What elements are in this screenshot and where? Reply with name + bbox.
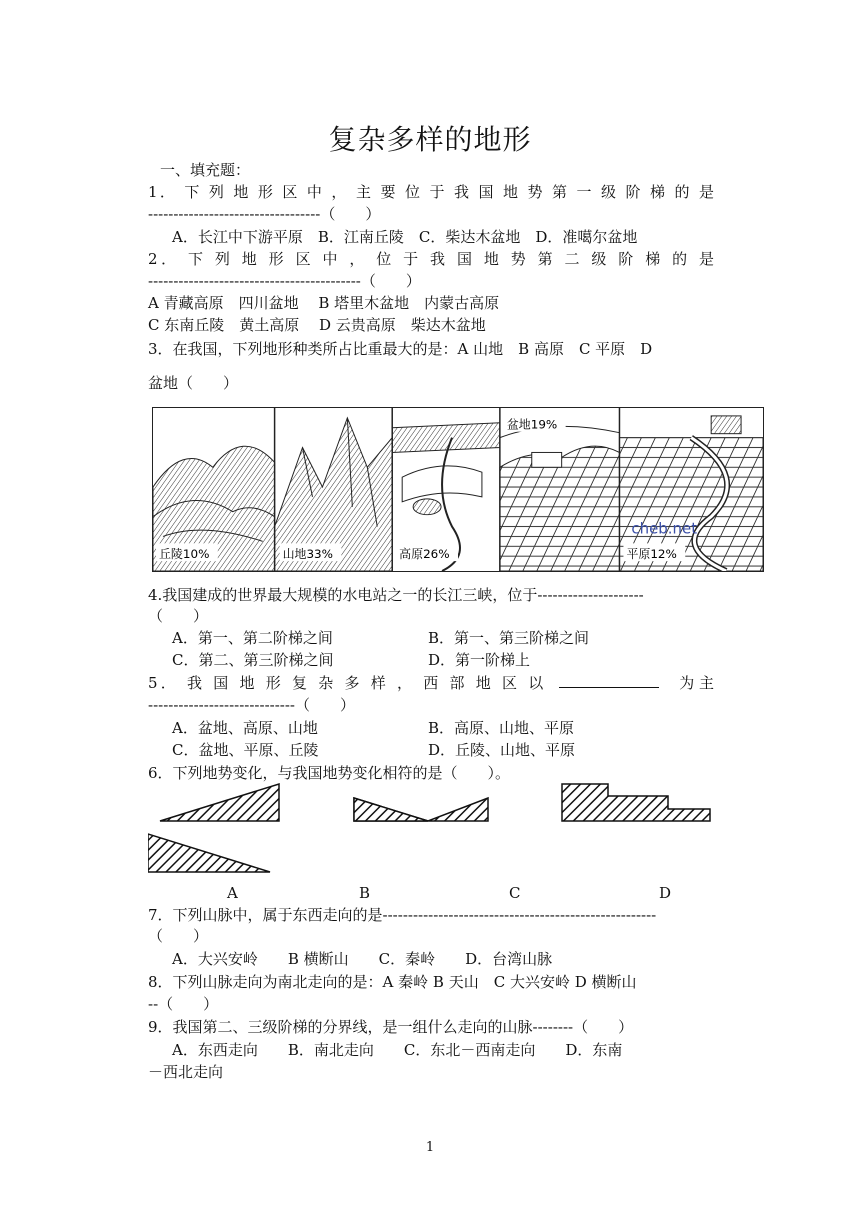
q2-options-1: A 青藏高原 四川盆地 B 塔里木盆地 内蒙古高原 xyxy=(148,294,500,312)
q7-paren: （ ） xyxy=(148,927,209,945)
q9-stem: 9．我国第二、三级阶梯的分界线，是一组什么走向的山脉--------（ ） xyxy=(148,1018,634,1036)
q8-cont: --（ ） xyxy=(148,995,219,1013)
plain-label: 平原12% xyxy=(626,547,677,562)
q5-stem-a: 5． 我 国 地 形 复 杂 多 样 ， 西 部 地 区 以 xyxy=(148,674,544,692)
q5-option-a: A．盆地、高原、山地 xyxy=(172,719,318,737)
basin-panel xyxy=(500,426,620,571)
plateau-label: 高原26% xyxy=(399,547,450,562)
terrain-profile-diagrams xyxy=(148,780,718,880)
q3-stem-cont: 盆地（ ） xyxy=(148,374,239,392)
q6-stem: 6．下列地势变化，与我国地势变化相符的是（ ）。 xyxy=(148,764,511,782)
page-title: 复杂多样的地形 xyxy=(328,123,532,156)
q5-dashes: -----------------------------（ ） xyxy=(148,696,355,714)
q7-options: A．大兴安岭 B 横断山 C．秦岭 D．台湾山脉 xyxy=(172,950,553,968)
mountains-label: 山地33% xyxy=(282,547,334,562)
basin-label: 盆地19% xyxy=(506,417,558,432)
q1-stem: 1． 下 列 地 形 区 中 ， 主 要 位 于 我 国 地 势 第 一 级 阶 梯 的 是 xyxy=(148,183,714,201)
q4-option-d: D．第一阶梯上 xyxy=(428,651,531,669)
q9-options: A．东西走向 B．南北走向 C．东北－西南走向 D．东南 xyxy=(172,1041,623,1059)
q6-label-c: C xyxy=(509,884,521,902)
q5-option-c: C．盆地、平原、丘陵 xyxy=(172,741,319,759)
profile-a xyxy=(160,784,279,821)
q6-label-d: D xyxy=(659,884,672,902)
q4-option-b: B．第一、第三阶梯之间 xyxy=(428,629,590,647)
terrain-illustration xyxy=(152,407,764,572)
hills-label: 丘陵10% xyxy=(158,547,210,562)
q4-option-c: C．第二、第三阶梯之间 xyxy=(172,651,334,669)
q5-stem-row xyxy=(148,673,714,693)
q4-option-a: A．第一、第二阶梯之间 xyxy=(172,629,333,647)
q2-dashes: ------------------------------------------（ ） xyxy=(148,272,421,290)
q7-stem: 7．下列山脉中，属于东西走向的是------------------------------------------------------ xyxy=(148,906,657,924)
q1-dashes: ----------------------------------（ ） xyxy=(148,205,381,223)
q2-stem: 2． 下 列 地 形 区 中 ， 位 于 我 国 地 势 第 二 级 阶 梯 的 是 xyxy=(148,250,714,268)
q6-label-b: B xyxy=(359,884,371,902)
q1-options: A．长江中下游平原 B．江南丘陵 C．柴达木盆地 D．准噶尔盆地 xyxy=(172,228,638,246)
q8-stem: 8．下列山脉走向为南北走向的是：A 秦岭 B 天山 C 大兴安岭 D 横断山 xyxy=(148,973,637,991)
q5-stem-b: 为 主 xyxy=(679,674,714,692)
q5-option-d: D．丘陵、山地、平原 xyxy=(428,741,576,759)
q6-label-a: A xyxy=(227,884,238,902)
q4-stem: 4.我国建成的世界最大规模的水电站之一的长江三峡，位于--------------------- xyxy=(148,586,644,604)
q9-cont: －西北走向 xyxy=(148,1063,224,1081)
watermark: cheb.net xyxy=(631,519,698,538)
profile-c xyxy=(562,784,710,821)
q4-paren: （ ） xyxy=(148,607,209,625)
q5-option-b: B．高原、山地、平原 xyxy=(428,719,575,737)
page-number: 1 xyxy=(425,1140,435,1155)
q2-options-2: C 东南丘陵 黄土高原 D 云贵高原 柴达木盆地 xyxy=(148,316,486,334)
profile-d xyxy=(148,834,270,872)
section-heading: 一、填充题： xyxy=(160,161,251,179)
q5-answer-blank[interactable] xyxy=(559,673,659,688)
q3-stem: 3．在我国，下列地形种类所占比重最大的是：A 山地 B 高原 C 平原 D xyxy=(148,340,653,358)
